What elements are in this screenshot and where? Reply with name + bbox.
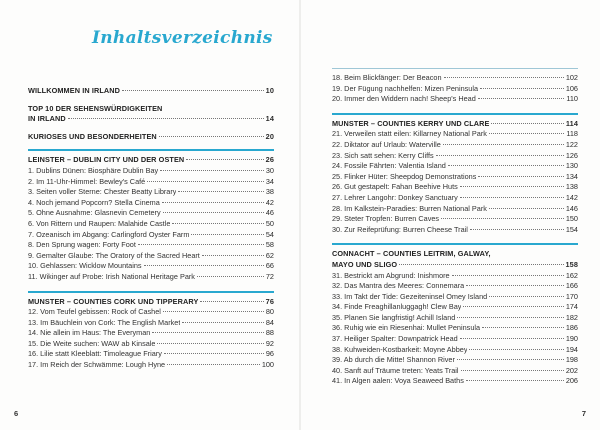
toc-page-number: 62 (265, 250, 274, 260)
toc-entry-title: 3. Seiten voller Sterne: Chester Beatty Library (28, 187, 177, 197)
toc-entry-title: 13. Im Bäuchlein von Cork: The English Market (28, 317, 181, 327)
toc-entry-title: 41. In Algen aalen: Voya Seaweed Baths (332, 376, 464, 386)
toc-section-heading[interactable] (28, 297, 274, 308)
toc-page-number: 142 (565, 192, 578, 202)
toc-block-top10 (28, 104, 274, 125)
toc-entry[interactable] (28, 261, 274, 272)
toc-entry[interactable] (332, 323, 578, 334)
leader-dots (441, 218, 564, 219)
toc-entry-title: 14. Nie allein im Haus: The Everyman (28, 328, 151, 338)
toc-entry[interactable] (332, 94, 578, 105)
toc-entry-title: 38. Kuhweiden-Kostbarkeit: Moyne Abbey (332, 344, 468, 354)
toc-section-heading[interactable] (332, 260, 578, 271)
toc-heading-text: WILLKOMMEN IN IRLAND (28, 86, 120, 95)
leader-dots (478, 98, 565, 99)
leader-dots (457, 317, 564, 318)
toc-entry-title: 5. Ohne Ausnahme: Glasnevin Cemetery (28, 208, 161, 218)
toc-entries (28, 166, 274, 283)
toc-entry[interactable] (28, 272, 274, 283)
leader-dots (489, 296, 564, 297)
toc-entry[interactable] (28, 339, 274, 350)
toc-page-number: 106 (565, 83, 578, 93)
toc-page-number: 96 (265, 349, 274, 359)
toc-entry-title: 26. Gut gestapelt: Fahan Beehive Huts (332, 182, 458, 192)
toc-page-number: 194 (565, 344, 578, 354)
toc-entry[interactable] (28, 187, 274, 198)
toc-page-number: 186 (565, 323, 578, 333)
leader-dots (68, 118, 264, 119)
leader-dots (478, 176, 563, 177)
toc-entry[interactable] (332, 313, 578, 324)
leader-dots (202, 255, 264, 256)
leader-dots (480, 88, 564, 89)
leader-dots (489, 208, 564, 209)
toc-entry-title: 37. Heiliger Spalter: Downpatrick Head (332, 334, 458, 344)
toc-entry-title: 20. Immer den Widdern nach! Sheep's Head (332, 94, 476, 104)
page-number-left: 6 (14, 409, 19, 418)
toc-page-number: 46 (265, 208, 274, 218)
toc-entry[interactable] (332, 73, 578, 84)
toc-page-number: 166 (565, 281, 578, 291)
toc-page-number: 14 (265, 114, 274, 124)
leader-dots (469, 349, 563, 350)
toc-page-number: 54 (265, 229, 274, 239)
toc-entry[interactable] (28, 360, 274, 371)
toc-page-number: 10 (265, 86, 274, 95)
toc-page-number: 118 (566, 129, 578, 139)
toc-heading-text: IN IRLAND (28, 114, 66, 124)
toc-page-number: 114 (565, 118, 578, 128)
toc-entry[interactable] (28, 307, 274, 318)
toc-entry[interactable] (332, 161, 578, 172)
leader-dots (167, 364, 260, 365)
toc-entry-title: 2. Im 11-Uhr-Himmel: Bewley's Café (28, 176, 146, 186)
toc-section-leinster (28, 149, 274, 282)
toc-entry-title: 19. Der Fügung nachhelfen: Mizen Peninsula (332, 83, 479, 93)
toc-entry[interactable] (332, 193, 578, 204)
toc-entry[interactable] (28, 166, 274, 177)
section-heading-text: MAYO UND SLIGO (332, 259, 398, 269)
toc-section-heading[interactable] (332, 119, 578, 130)
toc-entry-title: 22. Diktator auf Urlaub: Waterville (332, 139, 441, 149)
toc-entry[interactable] (28, 349, 274, 360)
toc-entry[interactable] (332, 292, 578, 303)
leader-dots (452, 275, 564, 276)
leader-dots (466, 380, 564, 381)
toc-entry-title: 23. Sich satt sehen: Kerry Cliffs (332, 150, 434, 160)
leader-dots (182, 322, 264, 323)
toc-entry[interactable] (28, 230, 274, 241)
toc-page-number: 122 (565, 139, 578, 149)
section-heading-text: LEINSTER – DUBLIN CITY UND DER OSTEN (28, 155, 185, 165)
toc-entry[interactable] (332, 225, 578, 236)
toc-entry[interactable] (332, 129, 578, 140)
section-divider (28, 291, 274, 293)
toc-section-munster-kerry (332, 113, 578, 236)
toc-page-number: 174 (565, 302, 578, 312)
toc-entry-title: 9. Gemalter Glaube: The Oratory of the Sacred Heart (28, 250, 200, 260)
leader-dots (164, 353, 264, 354)
toc-page-number: 110 (566, 94, 578, 104)
toc-entry-title: 39. Ab durch die Mitte! Shannon River (332, 355, 455, 365)
page-title: Inhaltsverzeichnis (92, 28, 273, 48)
toc-entry-title: 18. Beim Blickfänger: Der Beacon (332, 73, 442, 82)
toc-page-number: 42 (265, 197, 274, 207)
toc-page-number: 126 (565, 150, 578, 160)
toc-entry-title: 1. Dublins Dünen: Biosphäre Dublin Bay (28, 165, 159, 175)
section-divider (332, 113, 578, 115)
leader-dots (461, 370, 564, 371)
toc-entry[interactable] (28, 318, 274, 329)
leader-dots (470, 229, 564, 230)
toc-entry-title: 6. Von Rittern und Raupen: Malahide Castle (28, 218, 171, 228)
toc-entry[interactable] (332, 271, 578, 282)
leader-dots (178, 191, 263, 192)
toc-entry-title: 32. Das Mantra des Meeres: Connemara (332, 281, 465, 291)
toc-page-number: 26 (265, 155, 274, 165)
toc-heading-row[interactable] (28, 132, 274, 143)
toc-page-number: 190 (565, 334, 578, 344)
toc-page-number: 100 (261, 360, 274, 370)
toc-section-heading[interactable] (28, 155, 274, 166)
toc-entry[interactable] (332, 302, 578, 313)
toc-entry-title: 10. Gehlassen: Wicklow Mountains (28, 261, 142, 271)
toc-heading-row[interactable] (28, 86, 274, 97)
toc-entry-title: 40. Sanft auf Träume treten: Yeats Trail (332, 365, 459, 375)
toc-entry-title: 36. Ruhig wie ein Riesenhai: Mullet Peninsula (332, 323, 481, 333)
toc-entry[interactable] (28, 198, 274, 209)
toc-entry[interactable] (28, 177, 274, 188)
toc-entry-title: 12. Vom Teufel gebissen: Rock of Cashel (28, 307, 161, 317)
toc-entry[interactable] (332, 214, 578, 225)
leader-dots (460, 186, 564, 187)
toc-entry-title: 4. Noch jemand Popcorn? Stella Cinema (28, 197, 160, 207)
toc-entry-title: 17. Im Reich der Schwämme: Lough Hyne (28, 360, 166, 370)
toc-page-number: 198 (565, 355, 578, 365)
toc-section-munster-cork-cont (332, 68, 578, 105)
toc-page-number: 30 (265, 165, 274, 175)
toc-page-number: 170 (565, 291, 578, 301)
toc-entry-title: 30. Zur Reifeprüfung: Burren Cheese Trail (332, 224, 468, 234)
toc-entries (28, 307, 274, 371)
toc-entry[interactable] (28, 251, 274, 262)
toc-entry-title: 11. Wikinger auf Probe: Irish National Heritage Park (28, 271, 195, 281)
toc-page-number: 146 (565, 203, 578, 213)
toc-entry[interactable] (28, 219, 274, 230)
toc-entry[interactable] (332, 281, 578, 292)
toc-entry-title: 31. Bestrickt am Abgrund: Inishmore (332, 270, 450, 280)
toc-page-number: 80 (265, 307, 274, 317)
toc-entry-title: 33. Im Takt der Tide: Gezeiteninsel Omey Island (332, 291, 488, 301)
toc-entry[interactable] (332, 204, 578, 215)
section-divider (332, 243, 578, 245)
toc-heading-row[interactable] (28, 104, 274, 115)
leader-dots (448, 165, 564, 166)
toc-block-curiosities (28, 132, 274, 143)
toc-entry[interactable] (332, 334, 578, 345)
leader-dots (489, 133, 564, 134)
leader-dots (162, 202, 264, 203)
toc-page-number: 34 (265, 176, 274, 186)
toc-entry[interactable] (332, 182, 578, 193)
toc-entry[interactable] (28, 208, 274, 219)
leader-dots (159, 136, 264, 137)
toc-page-number: 182 (565, 312, 578, 322)
toc-page-number: 20 (265, 131, 274, 141)
right-toc-column (332, 68, 578, 395)
leader-dots (138, 244, 264, 245)
section-divider (28, 149, 274, 151)
toc-entry[interactable] (332, 345, 578, 356)
leader-dots (482, 327, 564, 328)
toc-page-number: 38 (265, 187, 274, 197)
toc-entry[interactable] (332, 376, 578, 387)
leader-dots (191, 234, 263, 235)
leader-dots (200, 301, 263, 302)
leader-dots (436, 155, 564, 156)
leader-dots (152, 332, 264, 333)
left-toc-column (28, 86, 274, 379)
toc-page-number: 202 (565, 365, 578, 375)
toc-page-number: 154 (565, 224, 578, 234)
toc-entries (332, 271, 578, 388)
toc-block-intro (28, 86, 274, 97)
toc-page-number: 134 (565, 171, 578, 181)
toc-entry-title: 28. Im Kalkstein-Paradies: Burren National Park (332, 203, 487, 213)
toc-entry[interactable] (332, 140, 578, 151)
left-page (0, 0, 299, 430)
leader-dots (122, 90, 264, 91)
toc-entry-title: 34. Finde Freaghillanluggagh! Clew Bay (332, 302, 462, 312)
section-heading-text: CONNACHT – COUNTIES LEITRIM, GALWAY, (332, 249, 491, 259)
right-page (301, 0, 600, 430)
leader-dots (186, 159, 263, 160)
section-divider (332, 68, 578, 69)
toc-heading-row[interactable] (28, 114, 274, 125)
toc-page-number: 162 (565, 270, 578, 280)
toc-entry-title: 35. Planen Sie langfristig! Achill Island (332, 312, 456, 322)
toc-entry-title: 25. Flinker Hüter: Sheepdog Demonstrations (332, 171, 477, 181)
toc-page-number: 72 (265, 271, 274, 281)
toc-entry[interactable] (332, 366, 578, 377)
section-heading-text: MUNSTER – COUNTIES CORK UND TIPPERARY (28, 296, 199, 306)
toc-entries (332, 129, 578, 235)
page-number-right: 7 (581, 409, 586, 418)
leader-dots (463, 306, 563, 307)
toc-entry-title: 7. Ozeanisch im Abgang: Carlingford Oyster Farm (28, 229, 190, 239)
toc-page-number: 50 (265, 218, 274, 228)
leader-dots (157, 343, 263, 344)
toc-page-number: 92 (265, 338, 274, 348)
leader-dots (466, 285, 564, 286)
toc-entry[interactable] (28, 328, 274, 339)
toc-page-number: 130 (565, 161, 578, 171)
toc-entry[interactable] (332, 84, 578, 95)
toc-entry-title: 21. Verweilen statt eilen: Killarney National Park (332, 129, 487, 139)
leader-dots (172, 223, 263, 224)
toc-entry-title: 27. Lehrer Langohr: Donkey Sanctuary (332, 192, 458, 202)
leader-dots (399, 264, 563, 265)
toc-entry[interactable] (332, 355, 578, 366)
toc-page-number: 158 (565, 259, 578, 269)
leader-dots (491, 123, 563, 124)
toc-page-number: 58 (265, 240, 274, 250)
leader-dots (444, 77, 564, 78)
toc-page-number: 150 (565, 214, 578, 224)
leader-dots (160, 170, 264, 171)
toc-page-number: 66 (265, 261, 274, 271)
toc-entries (332, 73, 578, 105)
toc-page-number: 84 (265, 317, 274, 327)
toc-entry-title: 29. Steter Tropfen: Burren Caves (332, 214, 440, 224)
toc-entry-title: 15. Die Weite suchen: WAW ab Kinsale (28, 338, 156, 348)
toc-heading-text: KURIOSES UND BESONDERHEITEN (28, 131, 157, 141)
leader-dots (460, 338, 564, 339)
toc-section-connacht (332, 243, 578, 387)
leader-dots (147, 181, 264, 182)
toc-section-heading[interactable] (332, 249, 578, 260)
leader-dots (163, 212, 264, 213)
leader-dots (144, 265, 264, 266)
leader-dots (443, 144, 564, 145)
toc-page-number: 138 (565, 182, 578, 192)
leader-dots (457, 359, 564, 360)
leader-dots (197, 276, 264, 277)
toc-entry[interactable] (332, 151, 578, 162)
toc-page-number: 76 (265, 296, 274, 306)
leader-dots (460, 197, 564, 198)
toc-page-number: 206 (565, 376, 578, 386)
toc-entry-title: 8. Den Sprung wagen: Forty Foot (28, 240, 136, 250)
toc-entry-title: 16. Lilie statt Kleeblatt: Timoleague Friary (28, 349, 162, 359)
toc-section-munster-cork (28, 291, 274, 371)
toc-page-number: 88 (265, 328, 274, 338)
toc-entry[interactable] (28, 240, 274, 251)
toc-page-number: 102 (565, 73, 578, 82)
toc-entry-title: 24. Fossile Fährten: Valentia Island (332, 161, 446, 171)
section-heading-text: MUNSTER – COUNTIES KERRY UND CLARE (332, 118, 490, 128)
leader-dots (163, 311, 264, 312)
toc-heading-text: TOP 10 DER SEHENSWÜRDIGKEITEN (28, 103, 163, 113)
toc-entry[interactable] (332, 172, 578, 183)
